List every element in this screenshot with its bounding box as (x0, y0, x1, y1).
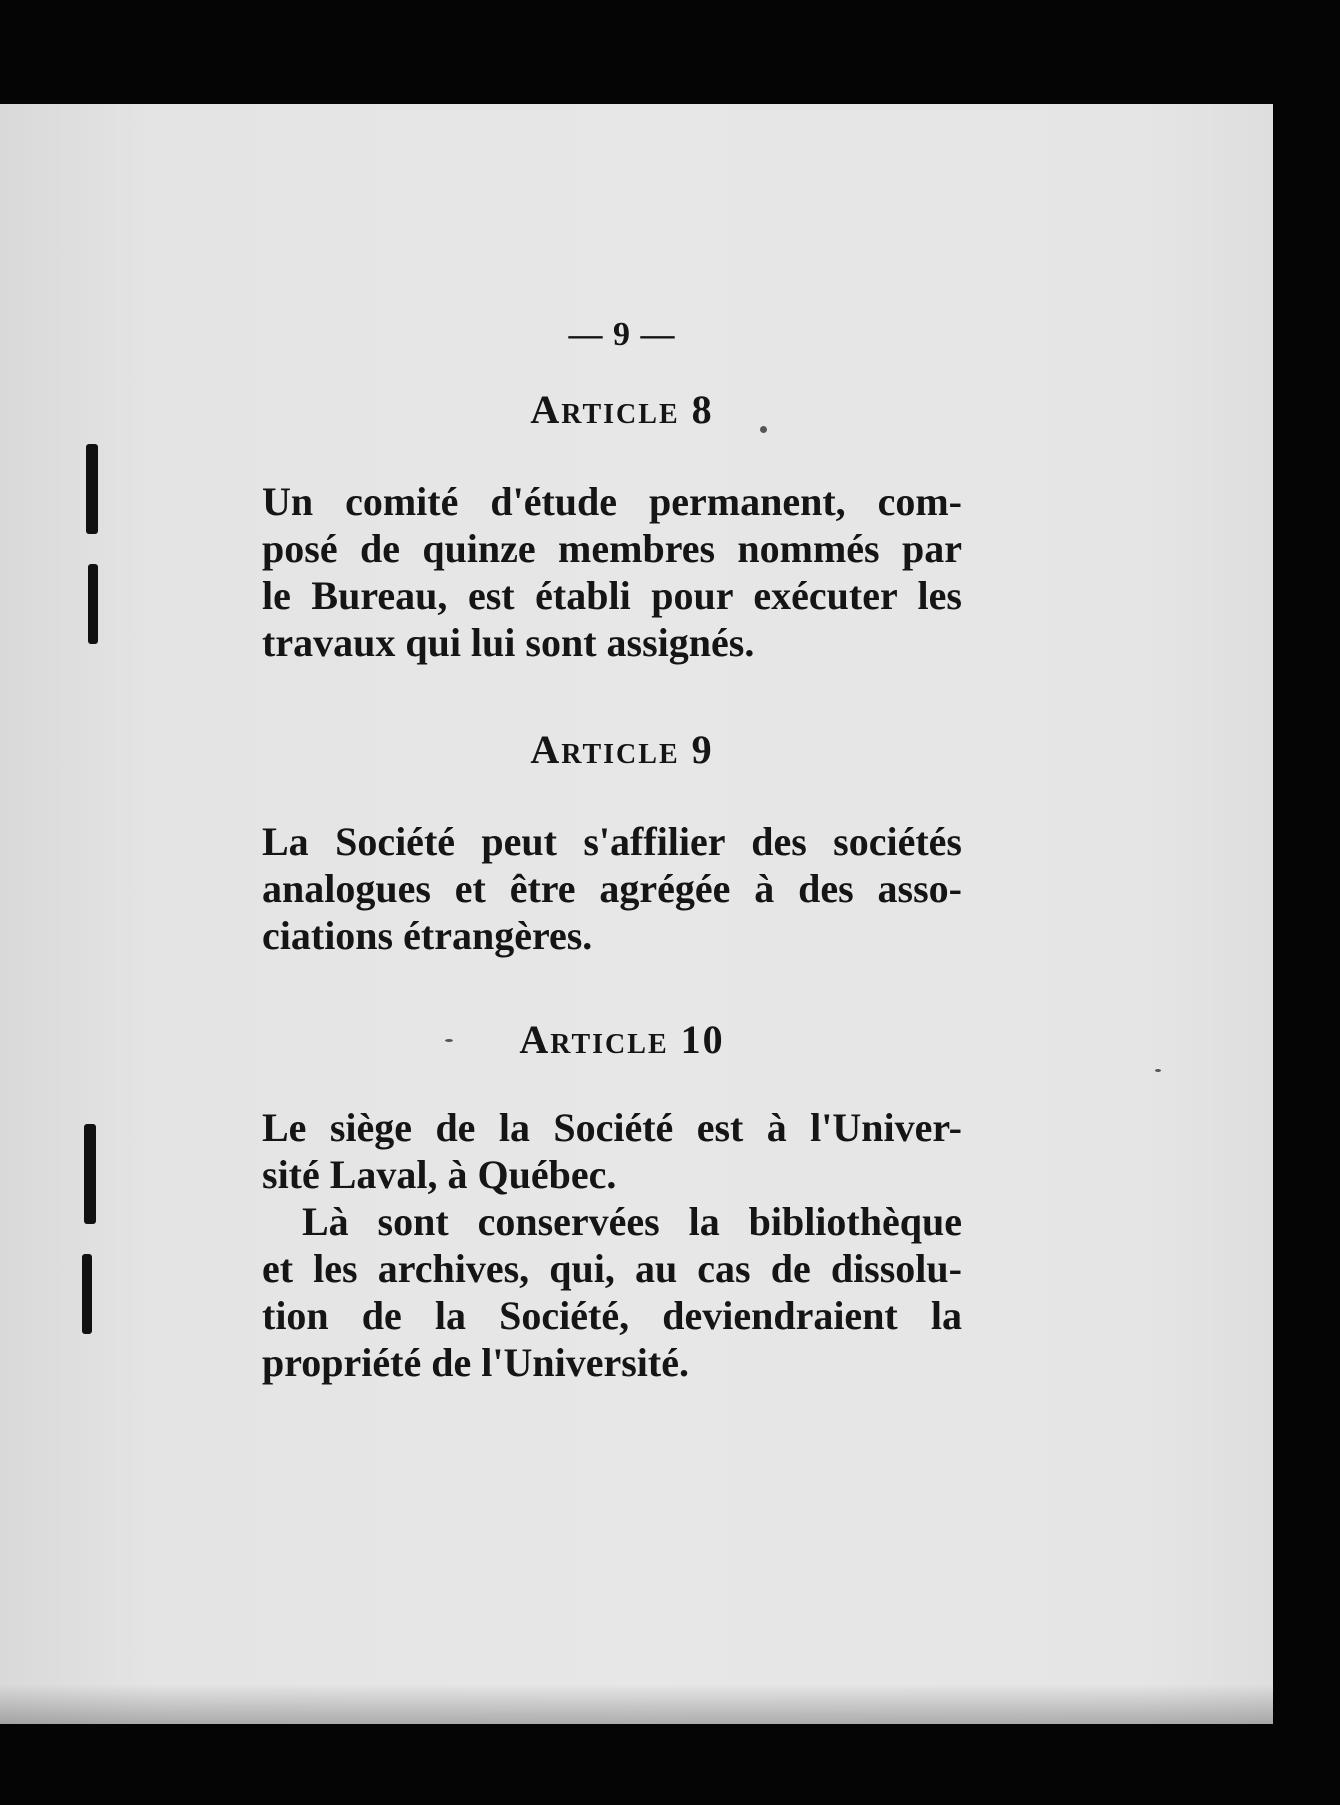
article-paragraph (262, 1104, 962, 1386)
article-heading: Article 8 (530, 387, 714, 432)
article-paragraph (262, 818, 962, 959)
text-line: travaux qui lui sont assignés. (262, 620, 755, 665)
binding-mark (86, 444, 98, 534)
text-line: Là sont conservées la bibliothèque (302, 1199, 962, 1244)
paper-page (0, 104, 1273, 1724)
binding-mark (84, 1124, 96, 1224)
binding-mark (82, 1254, 92, 1334)
text-line: tion de la Société, deviendraient la (262, 1293, 962, 1338)
text-line: analogues et être agrégée à des asso- (262, 866, 962, 911)
text-line: et les archives, qui, au cas de dissolu- (262, 1246, 962, 1291)
text-line: le Bureau, est établi pour exécuter les (262, 573, 962, 618)
article-heading: Article 10 (519, 1017, 725, 1062)
text-line: propriété de l'Université. (262, 1340, 689, 1385)
page-number: — 9 — (568, 316, 676, 353)
text-line: La Société peut s'affilier des sociétés (262, 819, 962, 864)
text-line: posé de quinze membres nommés par (262, 526, 962, 571)
binding-mark (88, 564, 98, 644)
article-paragraph (262, 478, 962, 666)
article-heading: Article 9 (530, 727, 714, 772)
text-line: Le siège de la Société est à l'Univer- (262, 1105, 962, 1150)
text-line: sité Laval, à Québec. (262, 1152, 617, 1197)
text-line: ciations étrangères. (262, 913, 593, 958)
text-line: Un comité d'étude permanent, com- (262, 479, 962, 524)
dust-speck (1155, 1069, 1161, 1072)
